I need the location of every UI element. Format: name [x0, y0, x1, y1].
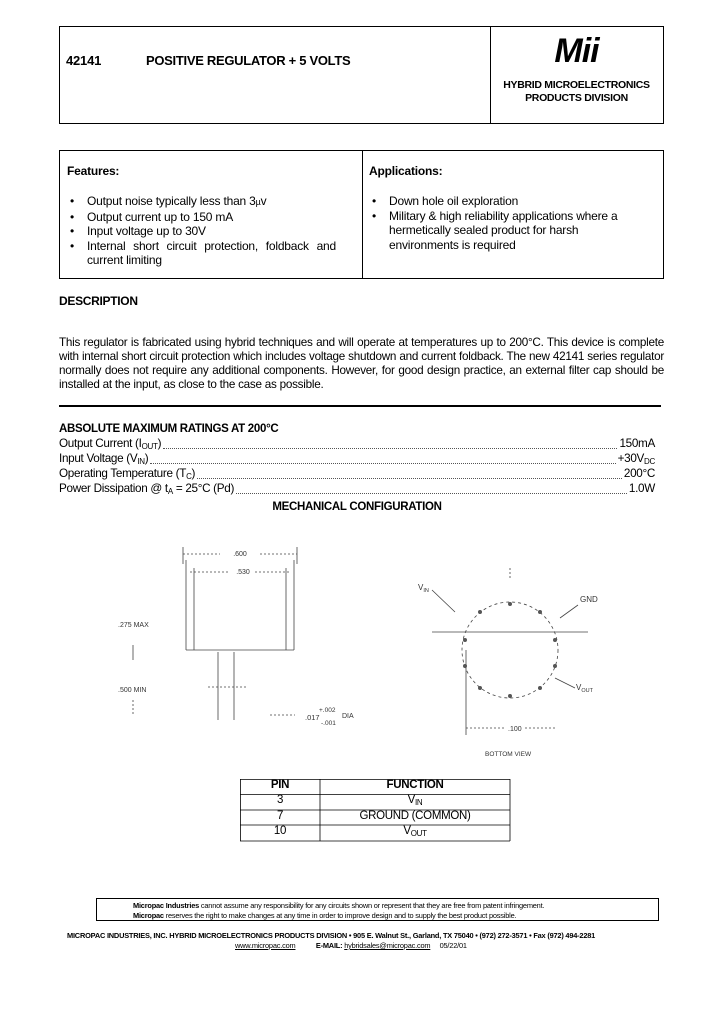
features-applications-box	[59, 150, 664, 279]
feature-item: • Output noise typically less than 3µv	[66, 194, 336, 210]
dim-100: .100	[508, 726, 522, 733]
col-pin: PIN	[270, 779, 290, 791]
pin-number: 10	[273, 825, 287, 837]
applications-heading: Applications:	[369, 164, 443, 178]
pin-function: GROUND (COMMON)	[359, 810, 471, 822]
pin-table-header	[240, 779, 510, 794]
rating-row	[59, 437, 655, 452]
rating-label: Operating Temperature $(T_C)$	[59, 467, 196, 481]
feature-item: • Output current up to 150 mA	[66, 210, 336, 225]
division-line-1: HYBRID MICROELECTRONICS	[503, 79, 650, 91]
company-logo: Mii	[554, 32, 599, 70]
features-list	[66, 194, 336, 268]
revision-date: 05/22/01	[439, 941, 467, 950]
vout-label: $V_{OUT}$	[576, 683, 593, 694]
disclaimer-line-1: Micropac Industries cannot assume any responsibility for any circuits shown or represent that they are free from patent infringement.	[133, 901, 545, 910]
rating-row	[59, 467, 655, 482]
bottom-view-label: BOTTOM VIEW	[485, 751, 532, 758]
division-name	[490, 79, 663, 105]
email-link[interactable]: hybridsales@micropac.com	[344, 941, 431, 950]
dim-017: .017	[305, 713, 320, 722]
bottom-view-drawing	[410, 560, 610, 760]
features-heading: Features:	[67, 164, 120, 178]
mechanical-heading: MECHANICAL CONFIGURATION	[272, 501, 442, 513]
part-number: 42141	[66, 53, 102, 68]
feature-item: • Input voltage up to 30V	[66, 224, 336, 239]
rating-label: Input Voltage $(V_{IN})$	[59, 452, 149, 466]
dim-500: .500 MIN	[118, 687, 147, 694]
leader-dots	[150, 463, 615, 464]
email-label: E-MAIL:	[315, 941, 343, 950]
description-heading: DESCRIPTION	[59, 294, 138, 308]
rating-value: 200°C	[623, 467, 655, 480]
table-row	[240, 794, 510, 809]
section-rule	[59, 405, 661, 407]
leader-dots	[197, 478, 622, 479]
dim-275: .275 MAX	[118, 622, 149, 629]
rating-value: $+30V_{DC}$	[617, 452, 655, 466]
applications-list	[368, 194, 618, 252]
ratings-heading: ABSOLUTE MAXIMUM RATINGS AT 200°C	[59, 423, 279, 435]
side-view-drawing	[100, 540, 370, 740]
table-row	[240, 825, 510, 840]
dim-530: .530	[236, 569, 250, 576]
dim-tol-plus: +.002	[319, 707, 336, 714]
application-item: • Military & high reliability applications where a hermetically sealed product for harsh environments is required	[368, 209, 618, 253]
pin-function: $V_{IN}$	[407, 794, 423, 807]
leader-dots	[163, 448, 617, 449]
rating-row	[59, 452, 655, 467]
pin-number: 3	[276, 794, 284, 806]
description-body: This regulator is fabricated using hybrid techniques and will operate at temperatures up to 200°C. This device is complete with internal short circuit protection which includes voltage shutdown and current foldback. The new 42141 series regulator normally does not require any additional components. However, for good design practice, an external filter cap should be installed at the input, as close to the case as possible.	[59, 336, 664, 391]
feature-item: • Internal short circuit protection, foldback and current limiting	[66, 239, 336, 268]
footer-address: MICROPAC INDUSTRIES, INC. HYBRID MICROELECTRONICS PRODUCTS DIVISION • 905 E. Walnut St., Garland, TX 75040 • (972) 272-3571 • Fax (972) 494-2281	[67, 931, 596, 940]
gnd-label: GND	[580, 595, 598, 604]
rating-value: 1.0W	[628, 482, 655, 495]
box-divider	[362, 151, 363, 278]
rating-row	[59, 482, 655, 497]
part-title: POSITIVE REGULATOR + 5 VOLTS	[146, 53, 351, 68]
vin-label: $V_{IN}$	[418, 583, 429, 594]
rating-label: Power Dissipation @ $t_A = 25^\circ C$ (Pd)	[59, 482, 235, 496]
disclaimer-box	[96, 898, 659, 921]
dim-dia: DIA	[342, 713, 354, 720]
leader-dots	[236, 493, 627, 494]
disclaimer-line-2: Micropac reserves the right to make changes at any time in order to improve design and to supply the best product possible.	[133, 911, 517, 920]
pin-number: 7	[276, 810, 284, 822]
dim-600: .600	[233, 551, 247, 558]
table-row	[240, 810, 510, 825]
rating-value: 150mA	[619, 437, 655, 450]
application-item: • Down hole oil exploration	[368, 194, 618, 209]
col-function: FUNCTION	[386, 779, 444, 791]
dim-tol-minus: -.001	[321, 720, 336, 727]
rating-label: Output Current $(I_{OUT})$	[59, 437, 162, 451]
division-line-2: PRODUCTS DIVISION	[525, 92, 628, 104]
footer-contact	[235, 941, 467, 950]
header-box	[59, 26, 664, 124]
pin-function: $V_{OUT}$	[403, 825, 427, 838]
website-link[interactable]: www.micropac.com	[235, 941, 296, 950]
pin-table	[240, 779, 510, 842]
